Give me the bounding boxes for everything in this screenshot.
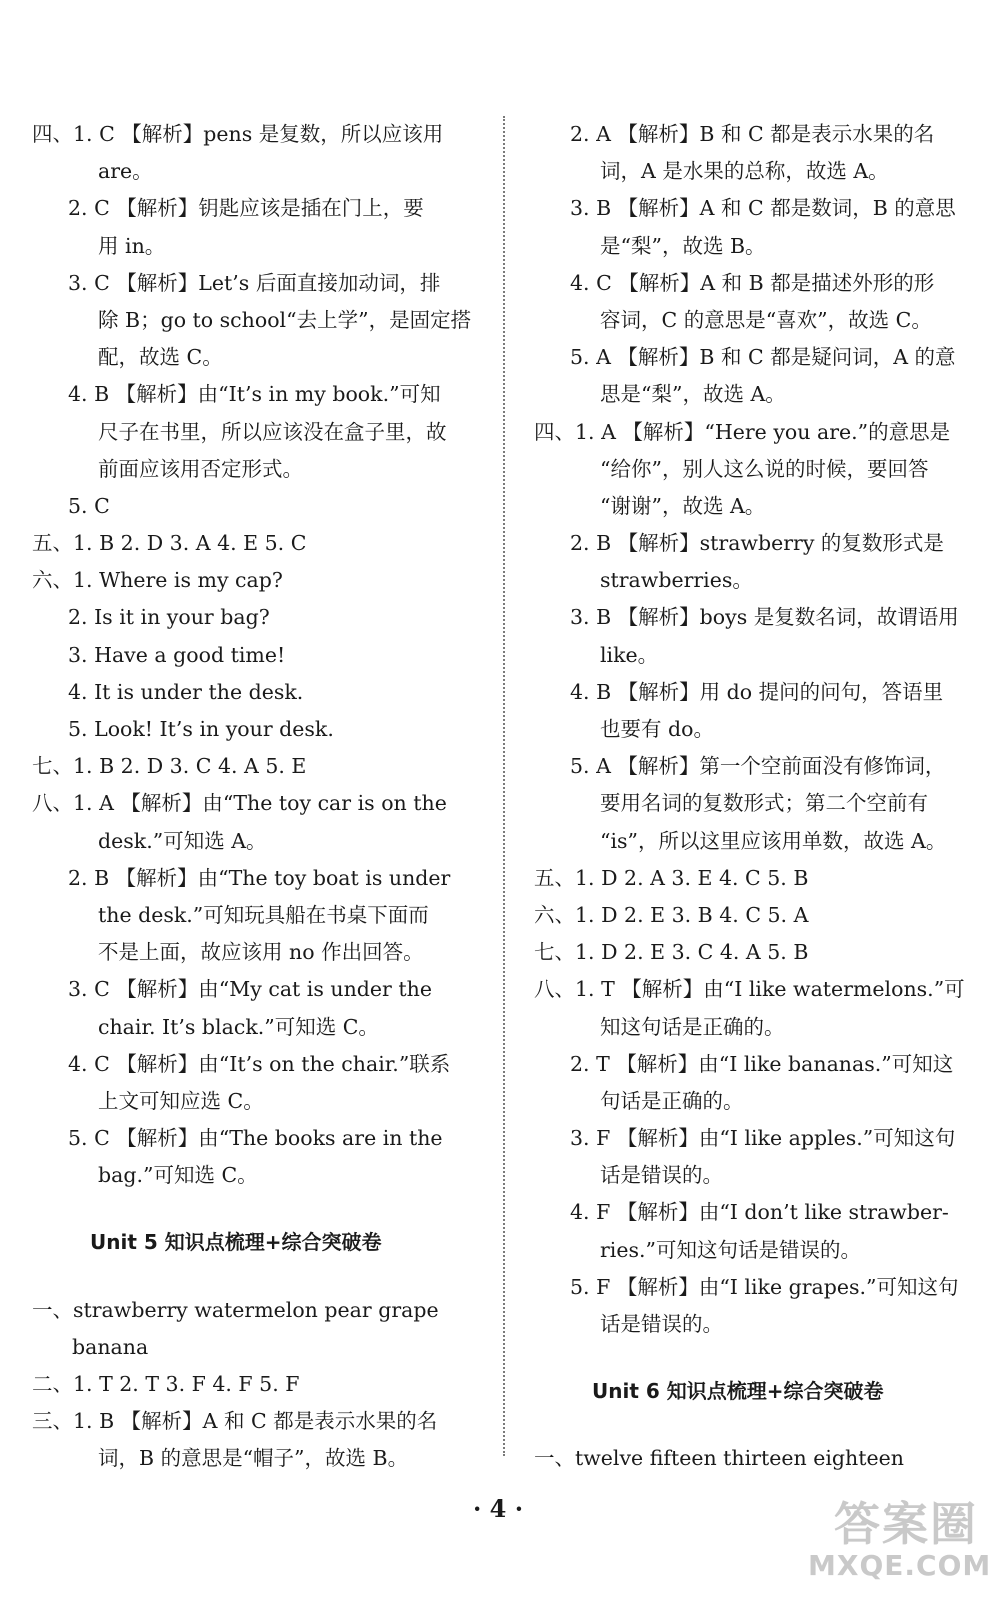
answer-line: ries.”可知这句话是错误的。 (600, 1237, 862, 1262)
answer-line: “谢谢”，故选 A。 (600, 493, 766, 518)
answer-line: 思是“梨”，故选 A。 (600, 382, 786, 407)
answer-line: 4. C 【解析】A 和 B 都是描述外形的形 (570, 270, 935, 295)
answer-line: the desk.”可知玩具船在书桌下面而 (98, 902, 429, 927)
answer-line: 3. F 【解析】由“I like apples.”可知这句 (570, 1126, 956, 1151)
answer-line: 前面应该用否定形式。 (98, 456, 303, 481)
answer-line: 3. B 【解析】boys 是复数名词，故谓语用 (570, 605, 959, 630)
answer-line: 一、twelve fifteen thirteen eighteen (534, 1446, 904, 1471)
answer-line: 八、1. T 【解析】由“I like watermelons.”可 (534, 977, 965, 1002)
answer-line: 七、1. B 2. D 3. C 4. A 5. E (32, 754, 307, 779)
answer-line: 五、1. D 2. A 3. E 4. C 5. B (534, 865, 809, 890)
answer-line: 词，B 的意思是“帽子”，故选 B。 (98, 1446, 409, 1471)
answer-line: 六、1. Where is my cap? (32, 568, 283, 593)
answer-line: 2. B 【解析】由“The toy boat is under (68, 865, 451, 890)
answer-line: 2. T 【解析】由“I like bananas.”可知这 (570, 1051, 954, 1076)
answer-line: 六、1. D 2. E 3. B 4. C 5. A (534, 902, 809, 927)
answer-line: 知这句话是正确的。 (600, 1014, 785, 1039)
answer-line: 四、1. A 【解析】“Here you are.”的意思是 (534, 419, 951, 444)
unit-heading: Unit 6 知识点梳理+综合突破卷 (592, 1379, 884, 1404)
answer-line: 七、1. D 2. E 3. C 4. A 5. B (534, 940, 809, 965)
answer-line: 用 in。 (98, 233, 166, 258)
left-column (32, 116, 480, 1478)
answer-line: 三、1. B 【解析】A 和 C 都是表示水果的名 (32, 1409, 438, 1434)
answer-line: 四、1. C 【解析】pens 是复数，所以应该用 (32, 122, 444, 146)
answer-line: are。 (98, 159, 153, 184)
watermark-logo (808, 1497, 992, 1596)
answer-line: 一、strawberry watermelon pear grape (32, 1297, 439, 1322)
answer-line: 五、1. B 2. D 3. A 4. E 5. C (32, 531, 307, 556)
watermark-main: 答案圈 (834, 1497, 978, 1551)
answer-line: 2. C 【解析】钥匙应该是插在门上，要 (68, 196, 424, 221)
answer-line: 3. C 【解析】Let’s 后面直接加动词，排 (68, 270, 441, 295)
answer-line: 5. C 【解析】由“The books are in the (68, 1126, 443, 1151)
answer-line: 也要有 do。 (600, 717, 714, 741)
column-divider (503, 116, 505, 1456)
answer-line: 3. Have a good time! (68, 642, 286, 667)
answer-line: 2. A 【解析】B 和 C 都是表示水果的名 (570, 122, 935, 146)
answer-line: 5. C (68, 493, 110, 518)
answer-line: 5. A 【解析】第一个空前面没有修饰词， (570, 754, 946, 779)
answer-line: 4. F 【解析】由“I don’t like strawber- (570, 1200, 949, 1225)
answer-line: 话是错误的。 (600, 1163, 723, 1188)
page-number: · 4 · (472, 1494, 524, 1523)
right-column (534, 116, 974, 1478)
answer-line: banana (72, 1334, 149, 1359)
answer-line: desk.”可知选 A。 (98, 828, 267, 853)
answer-line: 话是错误的。 (600, 1312, 723, 1336)
answer-line: 句话是正确的。 (600, 1088, 744, 1113)
answer-line: 要用名词的复数形式；第二个空前有 (600, 791, 928, 816)
answer-line: 3. C 【解析】由“My cat is under the (68, 977, 432, 1002)
answer-line: 2. Is it in your bag? (68, 605, 270, 630)
answer-line: 上文可知应选 C。 (98, 1088, 264, 1113)
answer-line: like。 (600, 642, 659, 667)
answer-line: 词，A 是水果的总称，故选 A。 (600, 159, 889, 184)
answer-line: bag.”可知选 C。 (98, 1163, 258, 1188)
unit-heading: Unit 5 知识点梳理+综合突破卷 (90, 1230, 382, 1255)
answer-line: 5. Look! It’s in your desk. (68, 717, 334, 741)
answer-line: 配，故选 C。 (98, 345, 223, 370)
answer-line: 二、1. T 2. T 3. F 4. F 5. F (32, 1372, 300, 1396)
answer-line: 4. B 【解析】由“It’s in my book.”可知 (68, 382, 441, 407)
answer-line: 4. B 【解析】用 do 提问的问句，答语里 (570, 679, 944, 704)
answer-line: 5. A 【解析】B 和 C 都是疑问词，A 的意 (570, 345, 956, 370)
answer-line: 八、1. A 【解析】由“The toy car is on the (32, 791, 447, 816)
answer-line: 3. B 【解析】A 和 C 都是数词，B 的意思 (570, 196, 956, 221)
watermark-url: MXQE.COM (808, 1549, 992, 1582)
answer-line: 容词，C 的意思是“喜欢”，故选 C。 (600, 307, 932, 332)
answer-line: strawberries。 (600, 568, 753, 593)
answer-line: 是“梨”，故选 B。 (600, 233, 766, 258)
answer-line: chair. It’s black.”可知选 C。 (98, 1014, 379, 1039)
answer-line: 2. B 【解析】strawberry 的复数形式是 (570, 531, 944, 556)
answer-line: 除 B；go to school“去上学”，是固定搭 (98, 307, 472, 332)
answer-line: “给你”，别人这么说的时候，要回答 (600, 456, 929, 481)
answer-line: “is”，所以这里应该用单数，故选 A。 (600, 828, 947, 853)
answer-line: 4. C 【解析】由“It’s on the chair.”联系 (68, 1051, 451, 1076)
answer-line: 不是上面，故应该用 no 作出回答。 (98, 940, 424, 965)
answer-line: 4. It is under the desk. (68, 679, 304, 704)
answer-line: 尺子在书里，所以应该没在盒子里，故 (98, 419, 447, 444)
answer-line: 5. F 【解析】由“I like grapes.”可知这句 (570, 1274, 959, 1299)
